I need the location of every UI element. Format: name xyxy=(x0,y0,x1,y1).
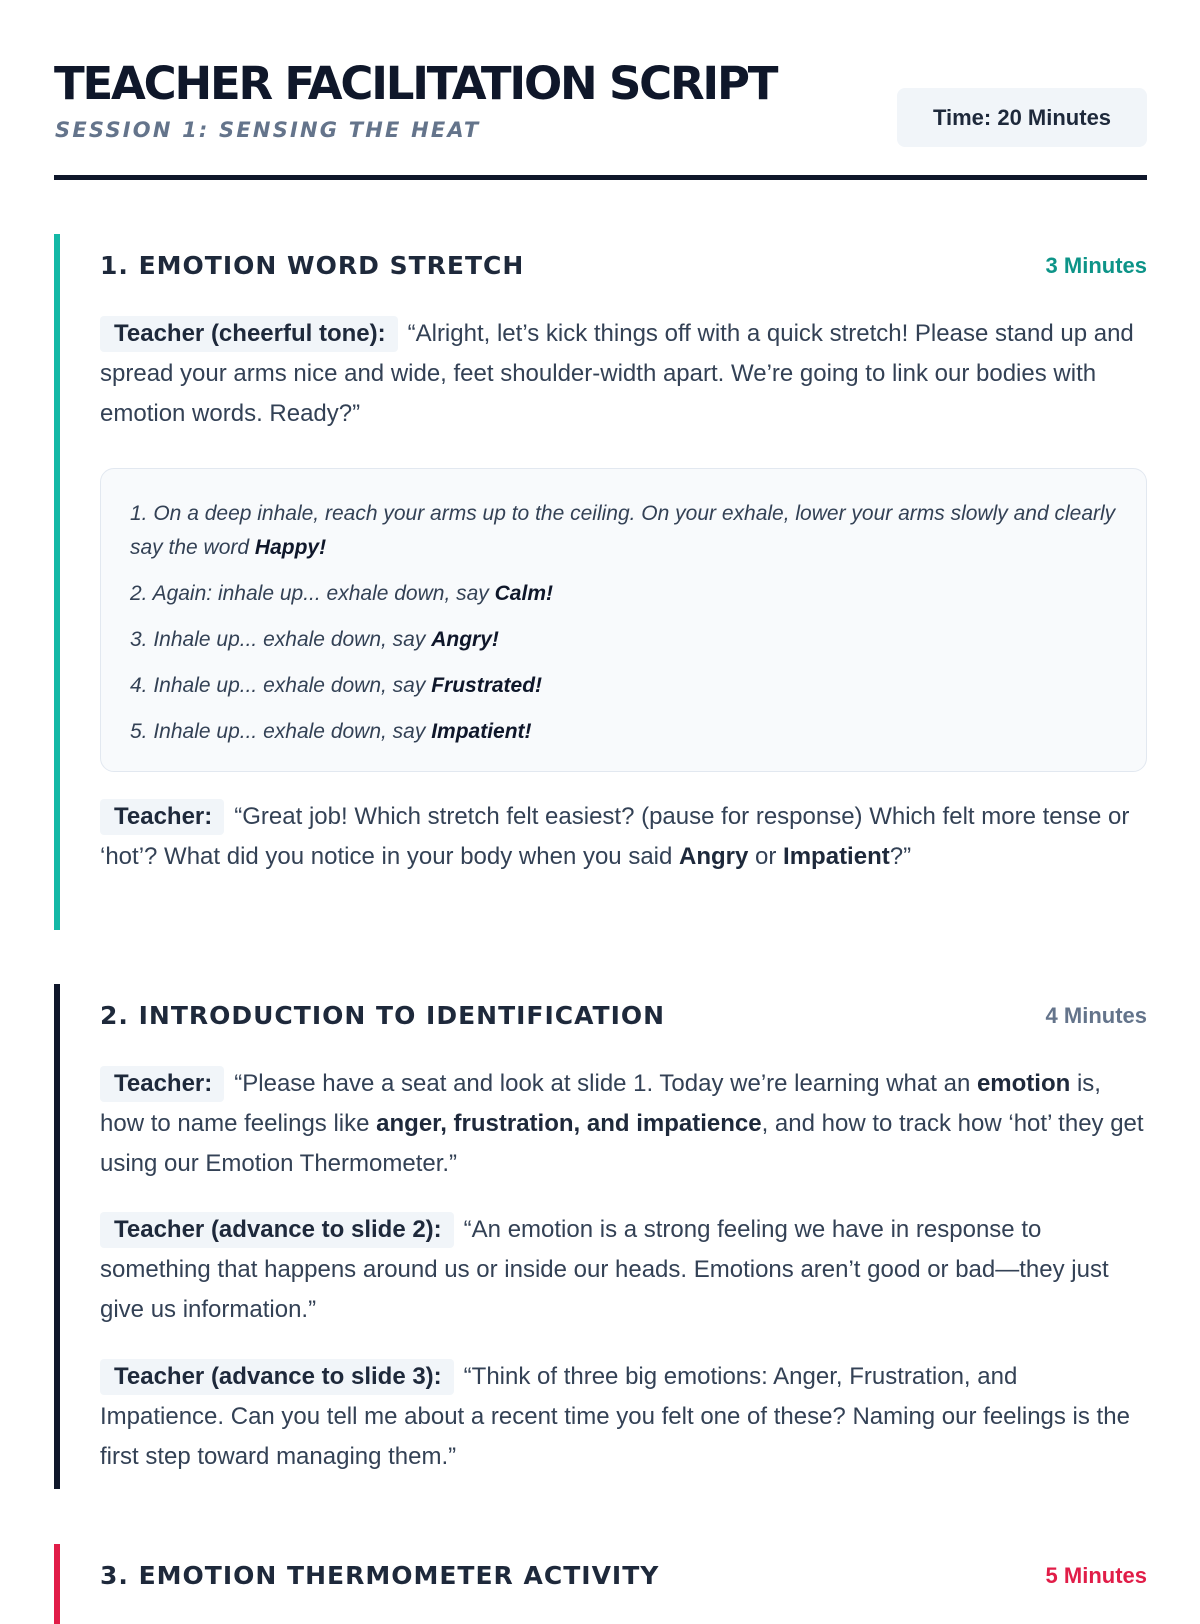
step-text: 3. Inhale up... exhale down, say xyxy=(130,628,432,651)
teacher-dialogue: “Great job! Which stretch felt easiest? (pause for response) Which felt more tense or ‘hot’? What did you notice in your body when you said xyxy=(100,803,1130,870)
teacher-line xyxy=(100,1064,1147,1184)
emphasis-word: emotion xyxy=(976,1070,1071,1097)
teacher-line xyxy=(100,314,1147,434)
stretch-step xyxy=(130,577,1116,611)
section-emotion-thermometer-activity xyxy=(54,1544,1147,1624)
section-accent-bar xyxy=(54,1544,60,1624)
step-text: 5. Inhale up... exhale down, say xyxy=(130,720,432,743)
teacher-dialogue: “Please have a seat and look at slide 1. Today we’re learning what an xyxy=(234,1070,977,1097)
section-title: 1. EMOTION WORD STRETCH xyxy=(100,251,525,280)
teacher-dialogue: or xyxy=(748,843,784,870)
section-introduction-to-identification xyxy=(54,984,1147,1489)
page-title: TEACHER FACILITATION SCRIPT xyxy=(54,57,777,110)
page-header xyxy=(54,0,1147,180)
teacher-dialogue: is, how to name feelings like xyxy=(100,1070,1101,1137)
section-header xyxy=(100,1544,1147,1604)
section-title: 3. EMOTION THERMOMETER ACTIVITY xyxy=(100,1561,660,1590)
emphasis-word: anger, frustration, and impatience xyxy=(376,1110,762,1137)
teacher-dialogue: “An emotion is a strong feeling we have in response to something that happens around us or inside our heads. Emotions aren’t good or bad—they just give us information.” xyxy=(100,1216,1109,1323)
emphasis-word: Impatient xyxy=(783,843,890,870)
speaker-label: Teacher (advance to slide 2): xyxy=(100,1212,454,1248)
section-duration: 3 Minutes xyxy=(1045,253,1147,278)
stretch-step xyxy=(130,669,1116,703)
emotion-word: Calm! xyxy=(494,582,553,605)
teacher-line xyxy=(100,797,1147,877)
speaker-label: Teacher: xyxy=(100,799,224,835)
section-emotion-word-stretch xyxy=(54,234,1147,930)
speaker-label: Teacher (cheerful tone): xyxy=(100,316,398,352)
stretch-step xyxy=(130,715,1116,749)
teacher-dialogue: , and how to track how ‘hot’ they get using our Emotion Thermometer.” xyxy=(100,1110,1144,1177)
stretch-steps-box xyxy=(100,468,1147,772)
speaker-label: Teacher (advance to slide 3): xyxy=(100,1359,454,1395)
teacher-line xyxy=(100,1210,1147,1330)
teacher-dialogue: “Alright, let’s kick things off with a quick stretch! Please stand up and spread your arms nice and wide, feet shoulder-width apart. We’re going to link our bodies with emotion words. Ready?” xyxy=(100,320,1134,427)
stretch-step xyxy=(130,623,1116,657)
section-duration: 4 Minutes xyxy=(1045,1003,1147,1028)
script-page xyxy=(54,0,1147,1590)
teacher-dialogue: ?” xyxy=(889,843,912,870)
teacher-dialogue: “Think of three big emotions: Anger, Frustration, and Impatience. Can you tell me about a recent time you felt one of these? Naming our feelings is the first step toward managing them.” xyxy=(100,1363,1130,1470)
teacher-line xyxy=(100,1357,1147,1477)
emotion-word: Happy! xyxy=(254,536,327,559)
emotion-word: Frustrated! xyxy=(431,674,543,697)
step-text: 4. Inhale up... exhale down, say xyxy=(130,674,432,697)
time-badge: Time: 20 Minutes xyxy=(897,88,1147,147)
emotion-word: Impatient! xyxy=(431,720,532,743)
section-accent-bar xyxy=(54,234,60,930)
speaker-label: Teacher: xyxy=(100,1066,224,1102)
section-title: 2. INTRODUCTION TO IDENTIFICATION xyxy=(100,1001,666,1030)
stretch-step xyxy=(130,497,1116,565)
step-text: 2. Again: inhale up... exhale down, say xyxy=(130,582,495,605)
section-header xyxy=(100,234,1147,294)
section-header xyxy=(100,984,1147,1044)
section-accent-bar xyxy=(54,984,60,1489)
step-text: 1. On a deep inhale, reach your arms up to the ceiling. On your exhale, lower your arms slowly and clearly say the word xyxy=(130,502,1116,559)
session-subtitle: SESSION 1: SENSING THE HEAT xyxy=(55,118,481,142)
section-duration: 5 Minutes xyxy=(1045,1563,1147,1588)
emotion-word: Angry! xyxy=(431,628,499,651)
emphasis-word: Angry xyxy=(679,843,749,870)
